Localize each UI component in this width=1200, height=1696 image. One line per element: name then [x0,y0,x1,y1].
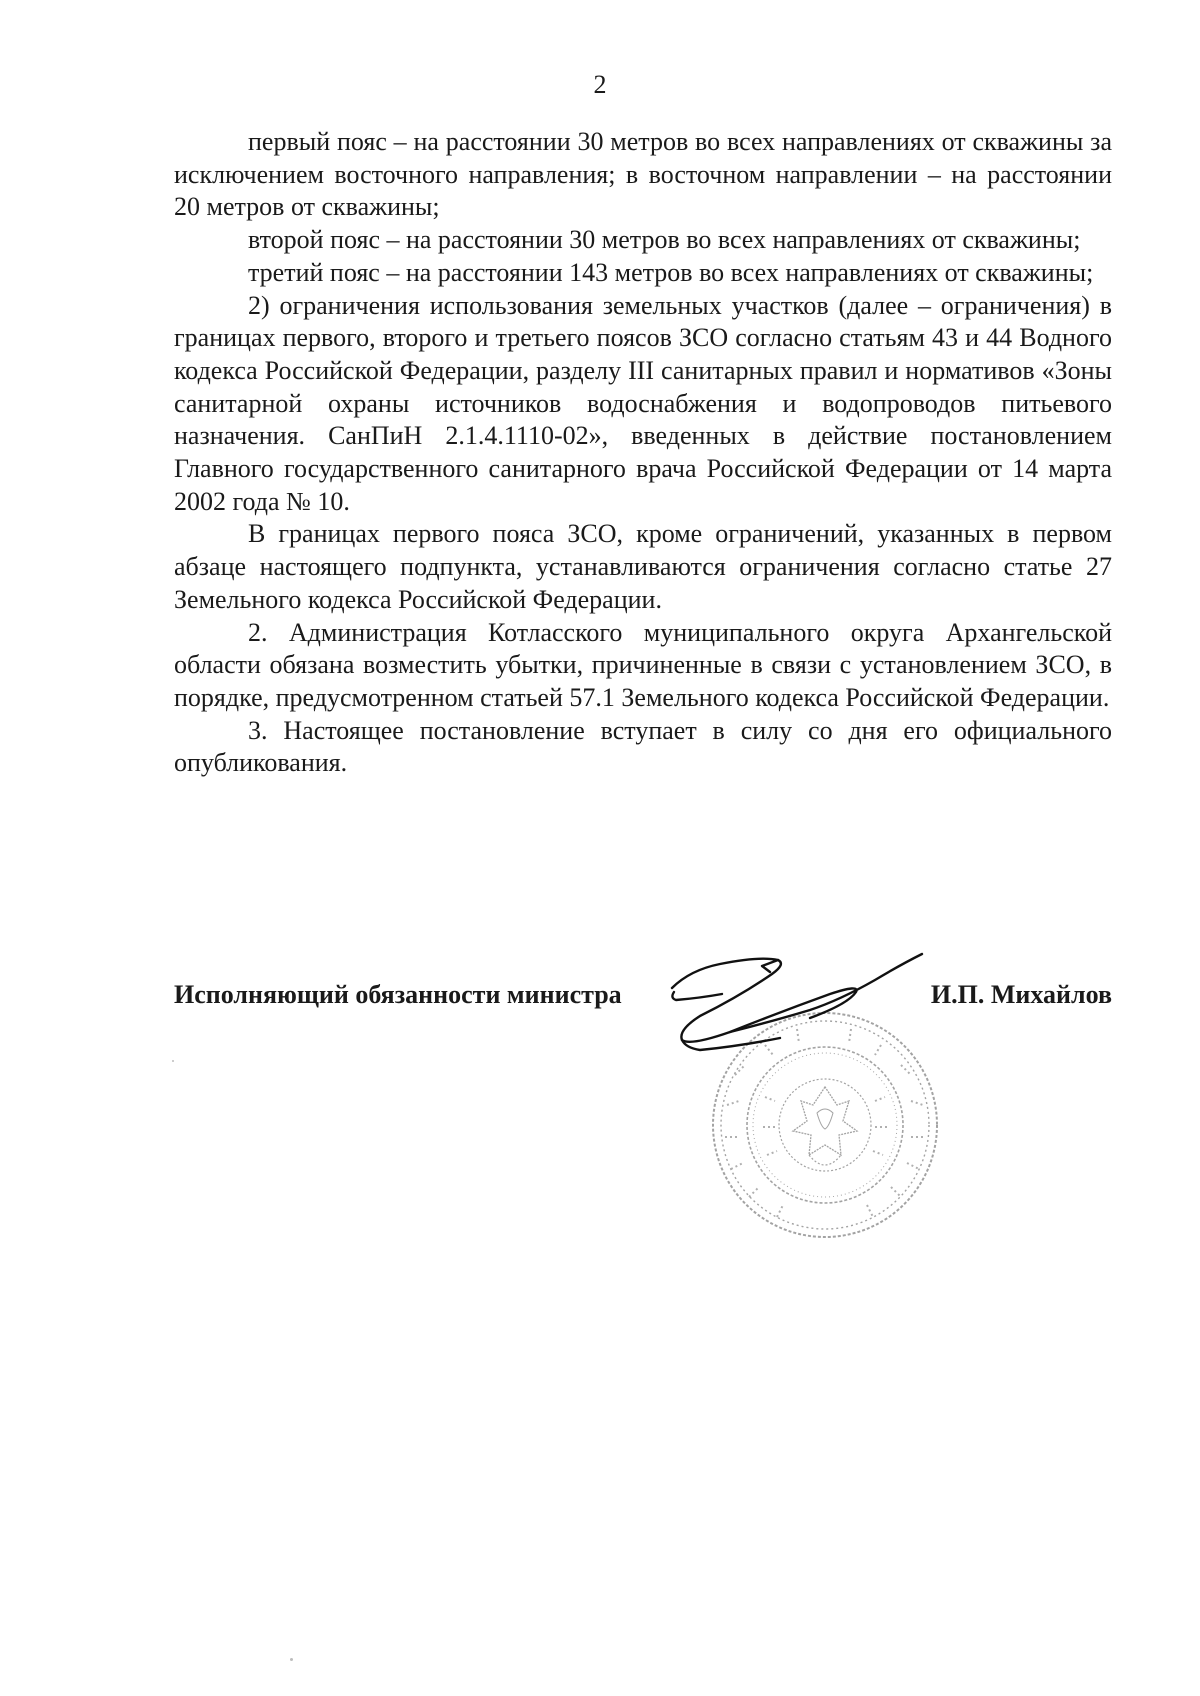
paragraph-effective-date: 3. Настоящее постановление вступает в силу со дня его официального опубликования. [174,715,1112,778]
paragraph-first-belt-restrictions: В границах первого пояса ЗСО, кроме ограничений, указанных в первом абзаце настоящего подпункта, устанавливаются ограничения согласно статье 27 Земельного кодекса Российской Федерации. [174,519,1112,614]
scan-speck [290,1658,293,1661]
paragraph-zone-belt-1: первый пояс – на расстоянии 30 метров во всех направлениях от скважины за исключением восточного направления; в восточном направлении – на расстоянии 20 метров от скважины; [174,127,1112,222]
paragraph-zone-belt-3: третий пояс – на расстоянии 143 метров во всех направлениях от скважины; [248,257,1094,287]
paragraph-zone-belt-2: второй пояс – на расстоянии 30 метров во всех направлениях от скважины; [248,225,1081,255]
handwritten-signature-icon [660,940,930,1070]
signatory-title: Исполняющий обязанности министра [174,980,622,1009]
signatory-name: И.П. Михайлов [930,980,1112,1009]
signature-block [174,980,1112,1020]
paragraph-compensation: 2. Администрация Котласского муниципального округа Архангельской области обязана возместить убытки, причиненные в связи с установлением ЗСО, в порядке, предусмотренном статьей 57.1 Земельного кодекса Российской Федерации. [174,617,1112,712]
document-body [174,126,1112,780]
paragraph-land-restrictions: 2) ограничения использования земельных участков (далее – ограничения) в границах первого, второго и третьего поясов ЗСО согласно статьям 43 и 44 Водного кодекса Российской Федерации, разделу III санитарных правил и нормативов «Зоны санитарной охраны источников водоснабжения и водопроводов питьевого назначения. СанПиН 2.1.4.1110-02», введенных в действие постановлением Главного государственного санитарного врача Российской Федерации от 14 марта 2002 года № 10. [174,290,1112,516]
page-number: 2 [593,70,607,99]
scan-speck [172,1060,174,1062]
